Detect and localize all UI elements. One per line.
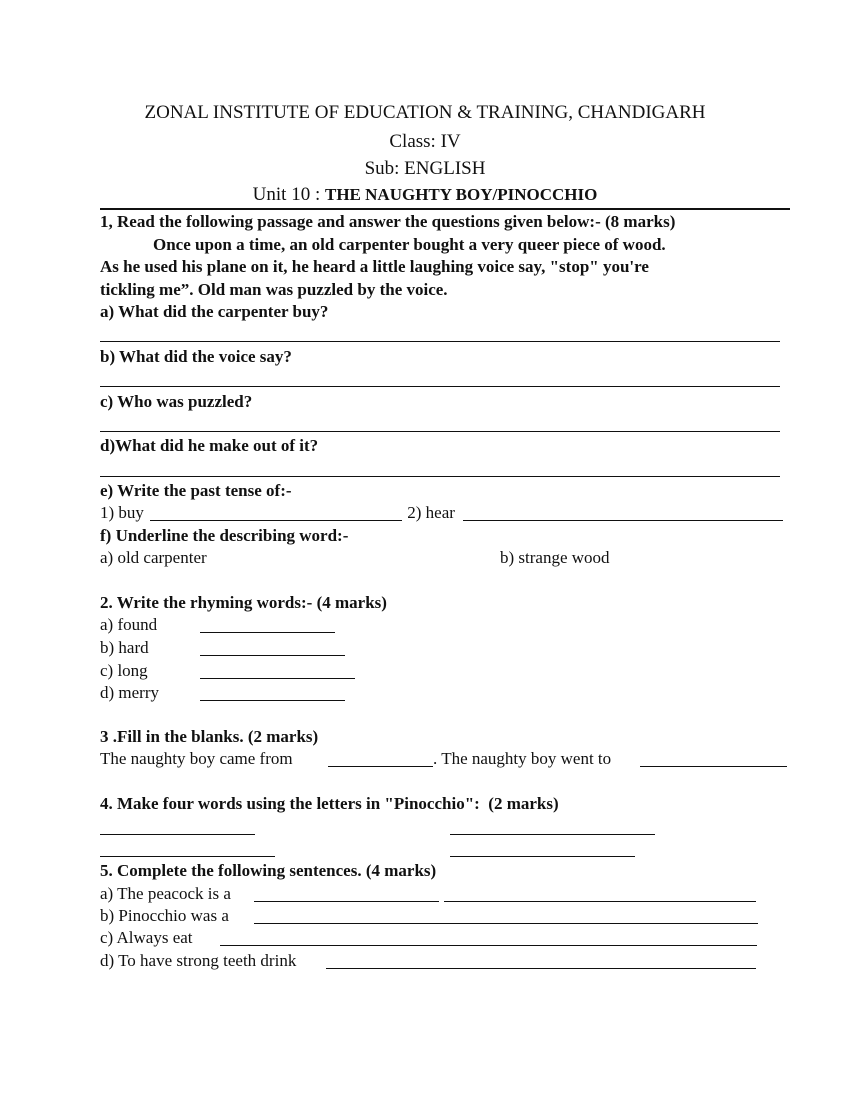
- past-tense-buy-blank[interactable]: [150, 520, 402, 521]
- unit-title: THE NAUGHTY BOY/PINOCCHIO: [324, 185, 598, 204]
- q1-question-b: b) What did the voice say?: [100, 347, 292, 366]
- word-blank-2[interactable]: [450, 834, 655, 835]
- describing-b: b) strange wood: [500, 548, 610, 567]
- fill-blank-to[interactable]: [640, 766, 787, 767]
- rhyme-item-merry: d) merry: [100, 683, 160, 702]
- unit-line: [0, 183, 850, 207]
- q1-question-c: c) Who was puzzled?: [100, 392, 253, 411]
- sentence-d: d) To have strong teeth drink: [100, 951, 297, 970]
- institute-title: ZONAL INSTITUTE OF EDUCATION & TRAINING, CHANDIGARH: [144, 102, 706, 123]
- fill-blank-part-2: . The naughty boy went to: [433, 749, 616, 768]
- q4-heading: 4. Make four words using the letters in "Pinocchio": (2 marks): [100, 794, 559, 813]
- rhyme-blank-hard[interactable]: [200, 655, 345, 656]
- q1-passage-line-1: Once upon a time, an old carpenter bought a very queer piece of wood.: [153, 235, 666, 254]
- fill-blank-part-1: The naughty boy came from: [100, 749, 297, 768]
- rhyme-blank-long[interactable]: [200, 678, 355, 679]
- fill-blank-from[interactable]: [328, 766, 433, 767]
- word-blank-1[interactable]: [100, 834, 255, 835]
- describing-a: a) old carpenter: [100, 548, 207, 567]
- q3-heading: 3 .Fill in the blanks. (2 marks): [100, 727, 319, 746]
- past-tense-hear-blank[interactable]: [463, 520, 783, 521]
- q5-heading: 5. Complete the following sentences. (4 marks): [100, 861, 437, 880]
- word-blank-3[interactable]: [100, 856, 275, 857]
- subject-line: Sub: ENGLISH: [364, 158, 486, 179]
- q1-question-d: d)What did he make out of it?: [100, 436, 319, 455]
- answer-line-a[interactable]: [100, 341, 780, 342]
- sentence-c: c) Always eat: [100, 928, 197, 947]
- q2-heading: 2. Write the rhyming words:- (4 marks): [100, 593, 387, 612]
- describing-heading: f) Underline the describing word:-: [100, 526, 349, 545]
- unit-prefix: Unit 10 :: [252, 184, 325, 205]
- q1-heading: 1, Read the following passage and answer the questions given below:- (8 marks): [100, 212, 676, 231]
- rhyme-blank-merry[interactable]: [200, 700, 345, 701]
- sentence-a-blank-1[interactable]: [254, 901, 439, 902]
- sentence-a: a) The peacock is a: [100, 884, 236, 903]
- past-tense-buy: 1) buy: [100, 503, 144, 522]
- answer-line-b[interactable]: [100, 386, 780, 387]
- past-tense-heading: e) Write the past tense of:-: [100, 481, 292, 500]
- sentence-b: b) Pinocchio was a: [100, 906, 234, 925]
- past-tense-hear: 2) hear: [403, 503, 455, 522]
- rhyme-blank-found[interactable]: [200, 632, 335, 633]
- rhyme-item-found: a) found: [100, 615, 158, 634]
- rhyme-item-long: c) long: [100, 661, 148, 680]
- answer-line-c[interactable]: [100, 431, 780, 432]
- sentence-b-blank[interactable]: [254, 923, 758, 924]
- q1-passage-line-2: As he used his plane on it, he heard a little laughing voice say, "stop" you're: [100, 257, 649, 276]
- word-blank-4[interactable]: [450, 856, 635, 857]
- sentence-c-blank[interactable]: [220, 945, 757, 946]
- sentence-a-blank-2[interactable]: [444, 901, 756, 902]
- q1-passage-line-3: tickling me”. Old man was puzzled by the voice.: [100, 280, 448, 299]
- q1-question-a: a) What did the carpenter buy?: [100, 302, 329, 321]
- class-line: Class: IV: [389, 131, 461, 152]
- sentence-d-blank[interactable]: [326, 968, 756, 969]
- rhyme-item-hard: b) hard: [100, 638, 149, 657]
- header-divider: [100, 208, 790, 210]
- answer-line-d[interactable]: [100, 476, 780, 477]
